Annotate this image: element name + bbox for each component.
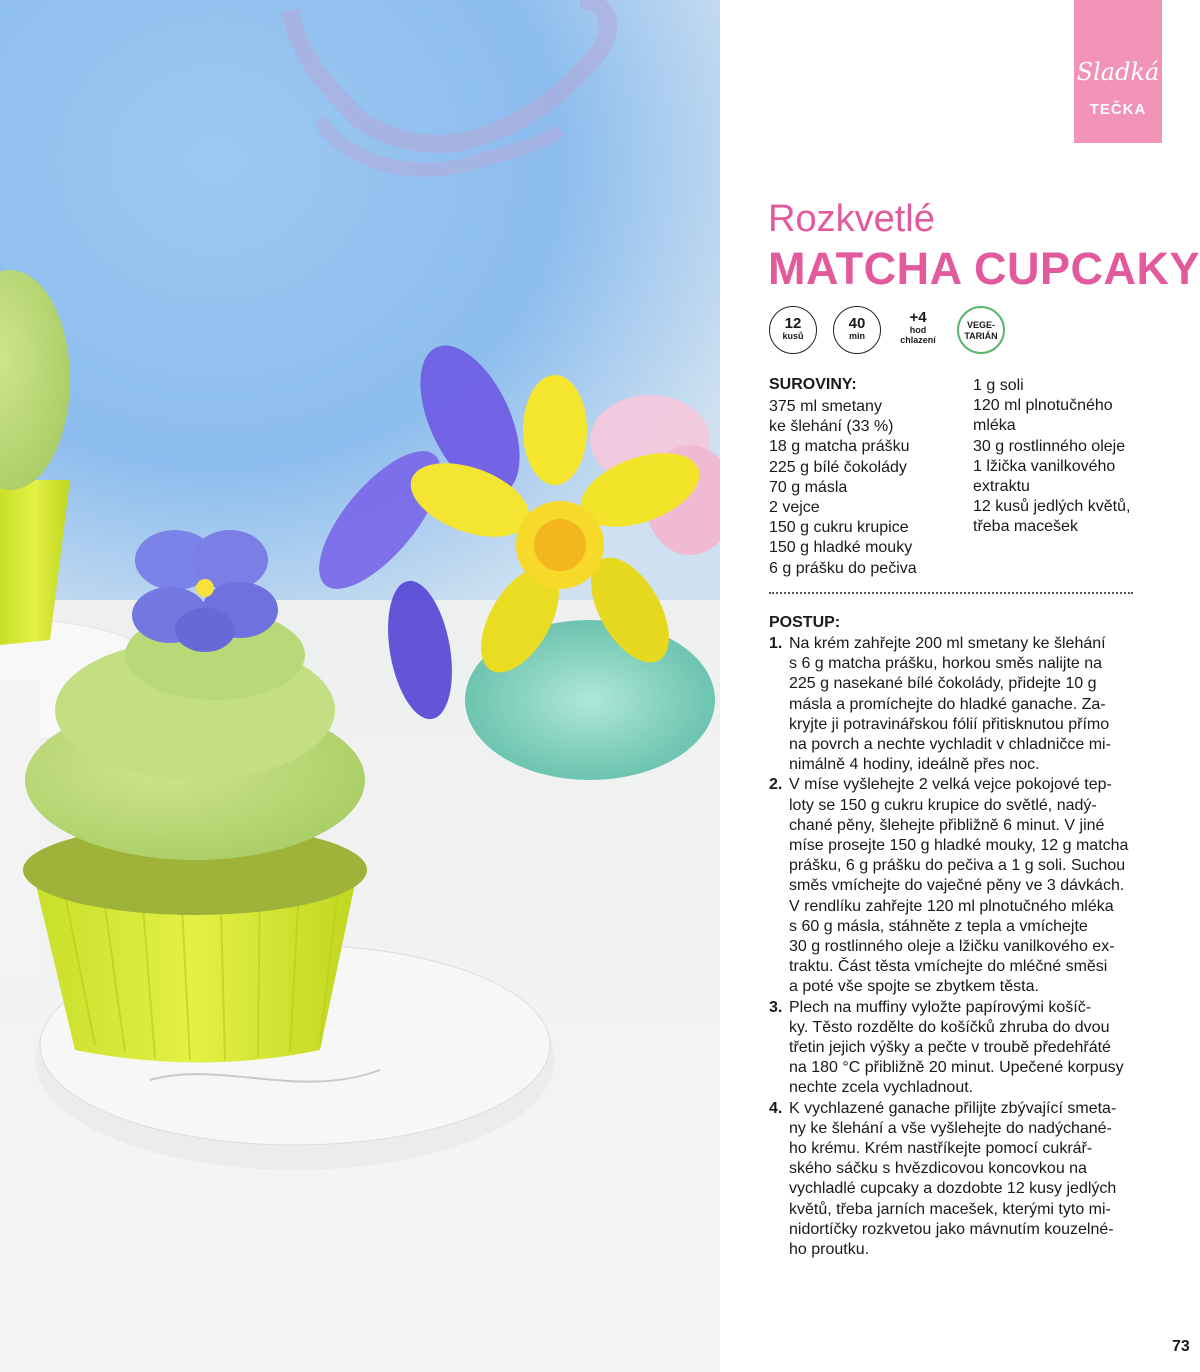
step-line: K vychlazené ganache přilijte zbývající smeta-: [789, 1099, 1117, 1117]
method-step: [769, 998, 1139, 1099]
step-number: 2.: [769, 776, 783, 794]
ingredient-line: 18 g matcha prášku: [769, 438, 910, 456]
recipe-title-line2: MATCHA CUPCAKY: [768, 243, 1200, 294]
ingredient-line: ke šlehání (33 %): [769, 418, 894, 436]
step-line: ského sáčku s hvězdicovou koncovkou na: [789, 1160, 1087, 1178]
step-line: 30 g rostlinného oleje a lžičku vanilkového ex-: [789, 938, 1115, 956]
step-line: másla a promíchejte do hladké ganache. Za-: [789, 695, 1106, 713]
step-line: 225 g nasekané bílé čokolády, přidejte 10 g: [789, 675, 1097, 693]
step-line: míse prosejte 150 g hladké mouky, 12 g matcha: [789, 837, 1129, 855]
step-line: vychladlé cupcaky a dozdobte 12 kusy jedlých: [789, 1180, 1117, 1198]
time-unit: min: [848, 331, 865, 341]
step-line: s 60 g másla, stáhněte z tepla a vmíchejte: [789, 917, 1088, 935]
method-step: [769, 1099, 1139, 1261]
step-line: kryjte ji potravinářskou fólií přitisknutou přímo: [789, 715, 1110, 733]
chill-value: +4: [909, 309, 927, 326]
step-line: směs vmíchejte do vaječné pěny ve 3 dávkách.: [789, 877, 1125, 895]
step-line: nidortíčky rozkvetou jako mávnutím kouzelné-: [789, 1220, 1114, 1238]
ingredient-line: 6 g prášku do pečiva: [769, 559, 917, 577]
ingredient-line: 1 lžička vanilkového: [973, 457, 1116, 475]
step-line: prášku, 6 g prášku do pečiva a 1 g soli. Suchou: [789, 857, 1126, 875]
step-line: s 6 g matcha prášku, horkou směs nalijte na: [789, 655, 1103, 673]
method-step: [769, 634, 1139, 775]
time-value: 40: [848, 315, 866, 332]
ingredient-line: 1 g soli: [973, 377, 1024, 394]
vegetarian-line1: VEGE-: [966, 320, 995, 330]
chill-unit-hours: hod: [909, 325, 927, 335]
step-line: traktu. Část těsta vmíchejte do mléčné směsi: [789, 958, 1108, 976]
step-line: nimálně 4 hodiny, ideálně přes noc.: [789, 756, 1040, 774]
step-number: 4.: [769, 1099, 783, 1117]
step-line: V míse vyšlehejte 2 velká vejce pokojové tep-: [789, 776, 1112, 794]
step-line: na povrch a nechte vychladit v chladničce mi-: [789, 736, 1111, 754]
servings-value: 12: [784, 315, 802, 332]
step-line: ny ke šlehání a vše vyšlehejte do nadýchané-: [789, 1119, 1112, 1137]
ingredient-line: 150 g hladké mouky: [769, 539, 913, 557]
step-number: 3.: [769, 998, 783, 1016]
page-number: 73: [1172, 1338, 1190, 1355]
chill-unit-label: chlazení: [900, 335, 936, 345]
servings-unit: kusů: [782, 331, 804, 341]
vegetarian-line2: TARIÁN: [964, 331, 998, 341]
step-line: ho krému. Krém nastříkejte pomocí cukrář-: [789, 1140, 1093, 1158]
method-step: [769, 775, 1139, 997]
ingredients-heading: SUROVINY:: [769, 376, 857, 393]
time-badge: [833, 306, 881, 354]
ingredient-line: 30 g rostlinného oleje: [973, 437, 1126, 455]
ingredients-column-2: [973, 376, 1163, 538]
step-line: květů, třeba jarních macešek, kterými tyto mi-: [789, 1200, 1111, 1218]
section-tag-caps: TEČKA: [1089, 101, 1147, 118]
dotted-divider: [769, 592, 1133, 594]
ingredient-line: třeba macešek: [973, 518, 1078, 536]
ingredient-line: 120 ml plnotučného: [973, 397, 1113, 415]
recipe-title-line1: Rozkvetlé: [768, 198, 935, 240]
step-line: V rendlíku zahřejte 120 ml plnotučného mléka: [789, 897, 1114, 915]
step-line: třetin jejich výšky a pečte v troubě předehřáté: [789, 1039, 1111, 1057]
ingredients-column-1: [769, 397, 959, 579]
step-line: Na krém zahřejte 200 ml smetany ke šlehání: [789, 635, 1106, 652]
section-tag-script: Sladká: [1076, 58, 1160, 86]
vegetarian-badge: [957, 306, 1005, 354]
ingredient-line: 70 g másla: [769, 478, 848, 496]
step-line: ho proutku.: [789, 1241, 870, 1259]
ingredient-line: 375 ml smetany: [769, 398, 882, 415]
ingredient-line: 150 g cukru krupice: [769, 519, 909, 537]
step-line: nechte zcela vychladnout.: [789, 1079, 974, 1097]
ingredient-line: 12 kusů jedlých květů,: [973, 498, 1131, 516]
ingredient-line: mléka: [973, 417, 1016, 435]
ingredient-line: 225 g bílé čokolády: [769, 458, 907, 476]
step-line: chané pěny, šlehejte přibližně 6 minut. V jiné: [789, 816, 1105, 834]
ingredient-line: extraktu: [973, 478, 1030, 496]
step-line: a poté vše spojte se zbytkem těsta.: [789, 978, 1039, 996]
ingredient-line: 2 vejce: [769, 499, 820, 517]
chill-time: [896, 310, 940, 345]
method-heading: POSTUP:: [769, 614, 841, 631]
step-line: na 180 °C přibližně 20 minut. Upečené korpusy: [789, 1059, 1124, 1077]
step-line: ky. Těsto rozdělte do košíčků zhruba do dvou: [789, 1018, 1110, 1036]
step-line: Plech na muffiny vyložte papírovými košíč-: [789, 998, 1092, 1016]
section-tag: [1074, 0, 1162, 143]
servings-badge: [769, 306, 817, 354]
step-number: 1.: [769, 635, 783, 652]
method-steps: [769, 634, 1139, 1260]
step-line: loty se 150 g cukru krupice do světlé, nadý-: [789, 796, 1097, 814]
